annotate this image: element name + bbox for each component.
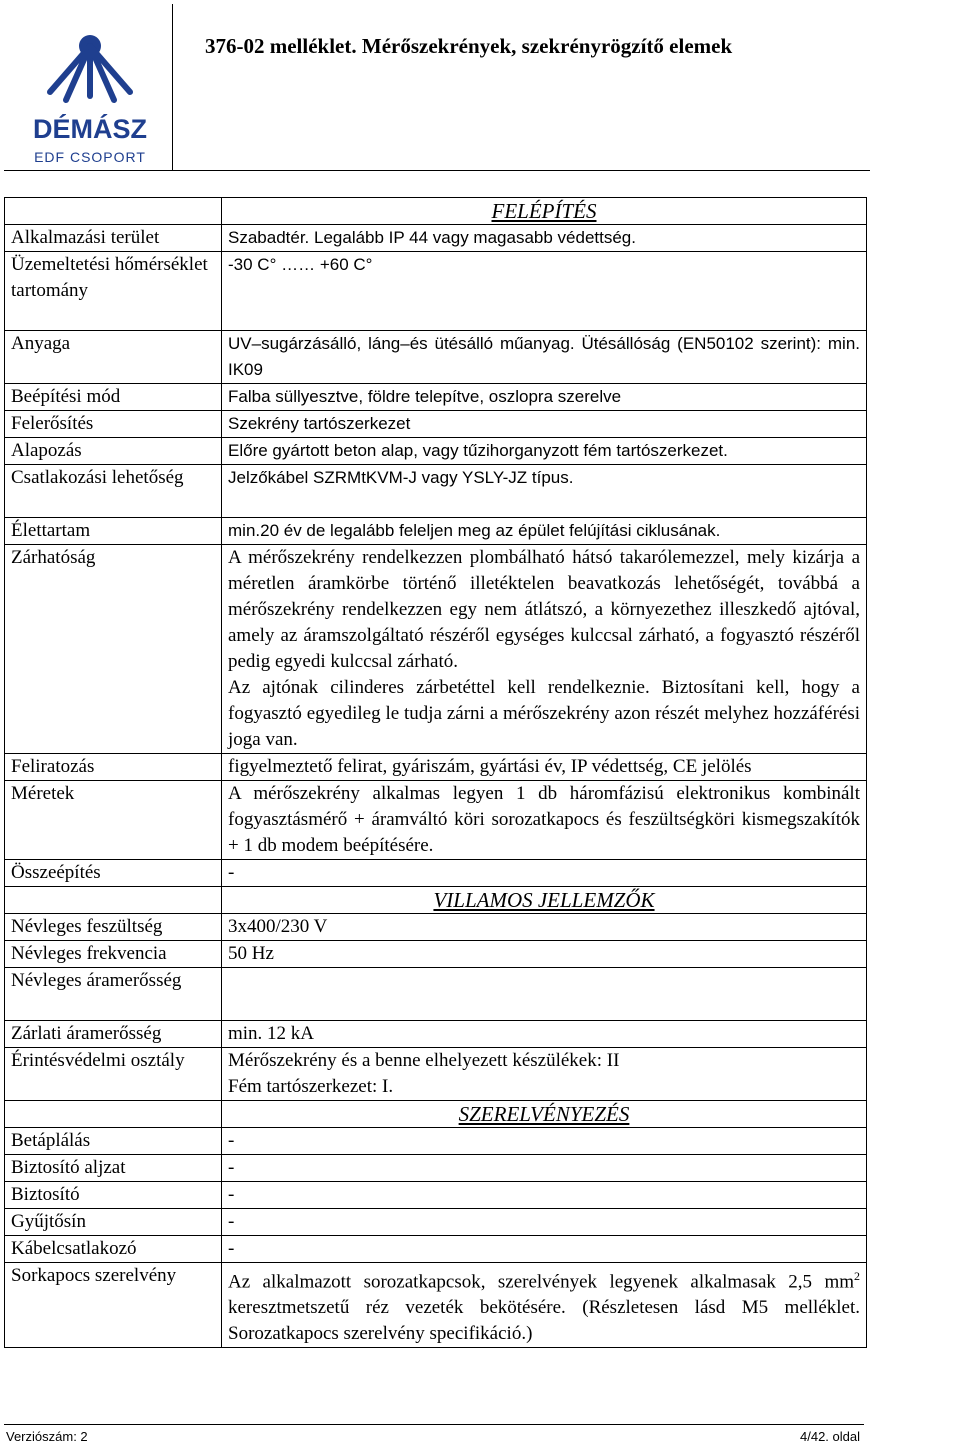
row-label: Összeépítés xyxy=(5,860,222,887)
table-row xyxy=(5,1236,867,1263)
row-label: Feliratozás xyxy=(5,754,222,781)
row-value: Előre gyártott beton alap, vagy tűzihorganyzott fém tartószerkezet. xyxy=(222,438,867,465)
row-value: 50 Hz xyxy=(222,941,867,968)
row-value: 3x400/230 V xyxy=(222,914,867,941)
row-value: - xyxy=(222,1155,867,1182)
row-label: Sorkapocs szerelvény xyxy=(5,1263,222,1348)
section-row xyxy=(5,887,867,914)
table-row xyxy=(5,1021,867,1048)
table-row xyxy=(5,1263,867,1348)
table-row xyxy=(5,331,867,384)
section-construction: FELÉPÍTÉS xyxy=(491,199,597,223)
row-label: Zárlati áramerősség xyxy=(5,1021,222,1048)
row-label: Méretek xyxy=(5,781,222,860)
row-label: Biztosító xyxy=(5,1182,222,1209)
table-row xyxy=(5,941,867,968)
table-row xyxy=(5,860,867,887)
row-value: -30 C° …… +60 C° xyxy=(222,252,867,331)
row-value: min. 12 kA xyxy=(222,1021,867,1048)
section-electrical: VILLAMOS JELLEMZŐK xyxy=(433,888,655,912)
table-row xyxy=(5,1182,867,1209)
row-value: - xyxy=(222,1182,867,1209)
door-lock-text: Az ajtónak cilinderes zárbetéttel kell rendelkeznie. Biztosítani kell, hogy a fogyasztó egyedileg le tudja zárni a mérőszekrény azon részét melyhez hozzáférési joga van. xyxy=(228,677,860,750)
row-label: Betáplálás xyxy=(5,1128,222,1155)
protection-class-devices: Mérőszekrény és a benne elhelyezett készülékek: II xyxy=(228,1050,620,1071)
row-label: Élettartam xyxy=(5,518,222,545)
row-value: Szekrény tartószerkezet xyxy=(222,411,867,438)
table-row xyxy=(5,1209,867,1236)
row-label: Anyaga xyxy=(5,331,222,384)
table-row xyxy=(5,1128,867,1155)
terminal-text-b: keresztmetszetű réz vezeték bekötésére. (Részletesen lásd M5 melléklet. Sorozatkapocs szerelvény specifikáció.) xyxy=(228,1297,860,1345)
row-label: Kábelcsatlakozó xyxy=(5,1236,222,1263)
row-value: figyelmeztető felirat, gyáriszám, gyártási év, IP védettség, CE jelölés xyxy=(222,754,867,781)
table-row xyxy=(5,518,867,545)
row-value: - xyxy=(222,1236,867,1263)
row-value: min.20 év de legalább feleljen meg az épület felújítási ciklusának. xyxy=(222,518,867,545)
document-title: 376-02 melléklet. Mérőszekrények, szekrényrögzítő elemek xyxy=(205,34,733,58)
row-value: A mérőszekrény alkalmas legyen 1 db háromfázisú elektronikus kombinált fogyasztásmérő + áramváltó köri sorozatkapocs és feszültségköri kismegszakítók + 1 db modem beépítésére. xyxy=(222,781,867,860)
row-label: Felerősítés xyxy=(5,411,222,438)
table-row xyxy=(5,1155,867,1182)
svg-text:DÉMÁSZ: DÉMÁSZ xyxy=(33,114,147,144)
row-value: - xyxy=(222,860,867,887)
svg-text:EDF CSOPORT: EDF CSOPORT xyxy=(34,149,146,165)
table-row xyxy=(5,968,867,1021)
row-value xyxy=(222,968,867,1021)
row-value: UV–sugárzásálló, láng–és ütésálló műanyag. Ütésállóság (EN50102 szerint): min. IK09 xyxy=(222,331,867,384)
row-label: Biztosító aljzat xyxy=(5,1155,222,1182)
row-label: Csatlakozási lehetőség xyxy=(5,465,222,518)
row-value: - xyxy=(222,1128,867,1155)
row-value: Jelzőkábel SZRMtKVM-J vagy YSLY-JZ típus. xyxy=(222,465,867,518)
spec-table xyxy=(4,197,867,1348)
version-number: Verziószám: 2 xyxy=(6,1429,88,1444)
row-label: Alapozás xyxy=(5,438,222,465)
row-value xyxy=(222,1263,867,1348)
table-row xyxy=(5,384,867,411)
demasz-logo xyxy=(10,4,170,170)
table-row xyxy=(5,545,867,754)
table-row xyxy=(5,465,867,518)
protection-class-frame: Fém tartószerkezet: I. xyxy=(228,1076,394,1097)
section-fittings: SZERELVÉNYEZÉS xyxy=(458,1102,630,1126)
row-label: Alkalmazási terület xyxy=(5,225,222,252)
page-number: 4/42. oldal xyxy=(800,1429,860,1444)
row-label: Névleges áramerősség xyxy=(5,968,222,1021)
terminal-text-a: Az alkalmazott sorozatkapcsok, szerelvények legyenek alkalmasak 2,5 mm xyxy=(228,1271,854,1293)
row-label: Névleges frekvencia xyxy=(5,941,222,968)
footer-divider xyxy=(4,1424,864,1425)
row-label: Érintésvédelmi osztály xyxy=(5,1048,222,1101)
section-row xyxy=(5,1101,867,1128)
row-value: Falba süllyesztve, földre telepítve, oszlopra szerelve xyxy=(222,384,867,411)
row-label: Gyűjtősín xyxy=(5,1209,222,1236)
row-label: Névleges feszültség xyxy=(5,914,222,941)
row-value: Szabadtér. Legalább IP 44 vagy magasabb védettség. xyxy=(222,225,867,252)
table-row xyxy=(5,225,867,252)
superscript: 2 xyxy=(854,1269,860,1283)
row-value: - xyxy=(222,1209,867,1236)
section-row xyxy=(5,198,867,225)
row-label: Beépítési mód xyxy=(5,384,222,411)
table-row xyxy=(5,1048,867,1101)
locking-text: A mérőszekrény rendelkezzen plombálható hátsó takarólemezzel, mely kizárja a méretlen áramkörbe történő illetéktelen beavatkozás lehetőségét, továbbá a mérőszekrény rendelkezzen egy nem átlátszó, a környezethez illeszkedő ajtóval, amely az áramszolgáltató részéről egységes kulccsal zárható, a fogyasztó részéről pedig egyedi kulccsal zárható. xyxy=(228,547,860,672)
table-row xyxy=(5,411,867,438)
table-row xyxy=(5,781,867,860)
logo-frame xyxy=(4,4,173,171)
table-row xyxy=(5,252,867,331)
row-label: Zárhatóság xyxy=(5,545,222,754)
table-row xyxy=(5,754,867,781)
row-label: Üzemeltetési hőmérséklet tartomány xyxy=(5,252,222,331)
table-row xyxy=(5,914,867,941)
table-row xyxy=(5,438,867,465)
header-divider xyxy=(4,170,870,171)
